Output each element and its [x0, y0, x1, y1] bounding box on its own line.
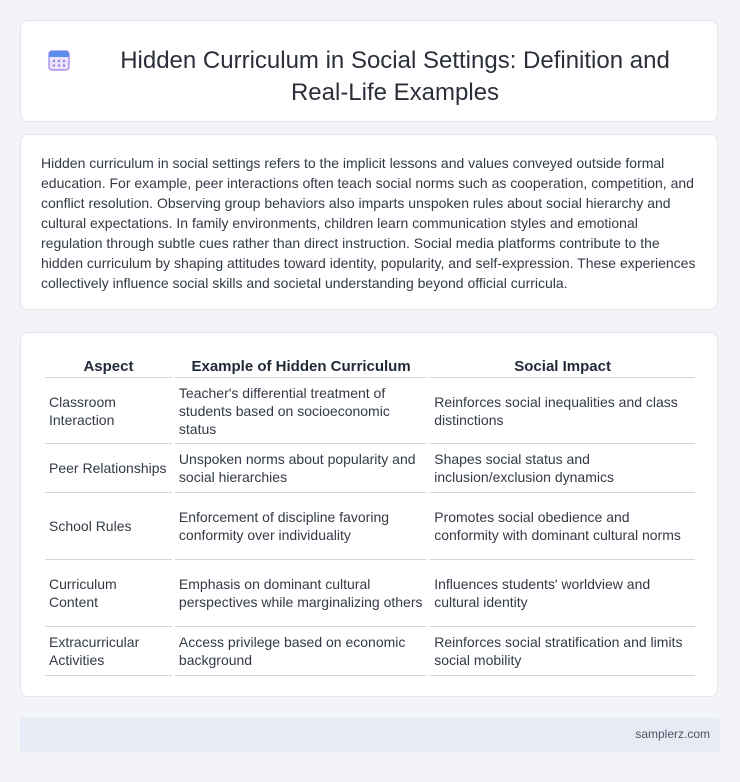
header-impact: Social Impact: [430, 353, 695, 378]
cell-aspect: Curriculum Content: [45, 560, 172, 627]
table-row: [45, 560, 695, 627]
header-example: Example of Hidden Curriculum: [175, 353, 427, 378]
cell-example: Access privilege based on economic background: [175, 627, 427, 676]
cell-aspect: School Rules: [45, 493, 172, 560]
cell-impact: Reinforces social stratification and limits social mobility: [430, 627, 695, 676]
cell-example: Unspoken norms about popularity and social hierarchies: [175, 444, 427, 493]
page-title: Hidden Curriculum in Social Settings: Definition and Real-Life Examples: [120, 47, 670, 106]
cell-example: Teacher's differential treatment of students based on socioeconomic status: [175, 378, 427, 444]
cell-aspect: Peer Relationships: [45, 444, 172, 493]
intro-card: [20, 134, 718, 310]
table-header-row: [45, 353, 695, 378]
cell-impact: Promotes social obedience and conformity with dominant cultural norms: [430, 493, 695, 560]
cell-impact: Shapes social status and inclusion/exclusion dynamics: [430, 444, 695, 493]
table-row: [45, 627, 695, 676]
table-row: [45, 493, 695, 560]
header-aspect: Aspect: [45, 353, 172, 378]
table-card: [20, 332, 718, 697]
intro-paragraph: Hidden curriculum in social settings refers to the implicit lessons and values conveyed outside formal education. For example, peer interactions often teach social norms such as cooperation, competition, and conflict resolution. Observing group behaviors also imparts unspoken rules about social hierarchy and cultural expectations. In family environments, children learn communication styles and emotional regulation through subtle cues rather than direct instruction. Social media platforms contribute to the hidden curriculum by shaping attitudes toward identity, popularity, and self-expression. These experiences collectively influence social skills and societal understanding beyond official curricula.: [41, 155, 696, 291]
table-row: [45, 378, 695, 444]
calendar-icon: [47, 48, 71, 72]
cell-example: Emphasis on dominant cultural perspectives while marginalizing others: [175, 560, 427, 627]
cell-impact: Reinforces social inequalities and class distinctions: [430, 378, 695, 444]
title-card: [20, 20, 718, 122]
cell-impact: Influences students' worldview and cultural identity: [430, 560, 695, 627]
footer-site-link[interactable]: samplerz.com: [635, 727, 710, 741]
footer-bar: [20, 718, 720, 752]
comparison-table: [42, 353, 698, 676]
table-row: [45, 444, 695, 493]
cell-aspect: Classroom Interaction: [45, 378, 172, 444]
cell-example: Enforcement of discipline favoring conformity over individuality: [175, 493, 427, 560]
cell-aspect: Extracurricular Activities: [45, 627, 172, 676]
